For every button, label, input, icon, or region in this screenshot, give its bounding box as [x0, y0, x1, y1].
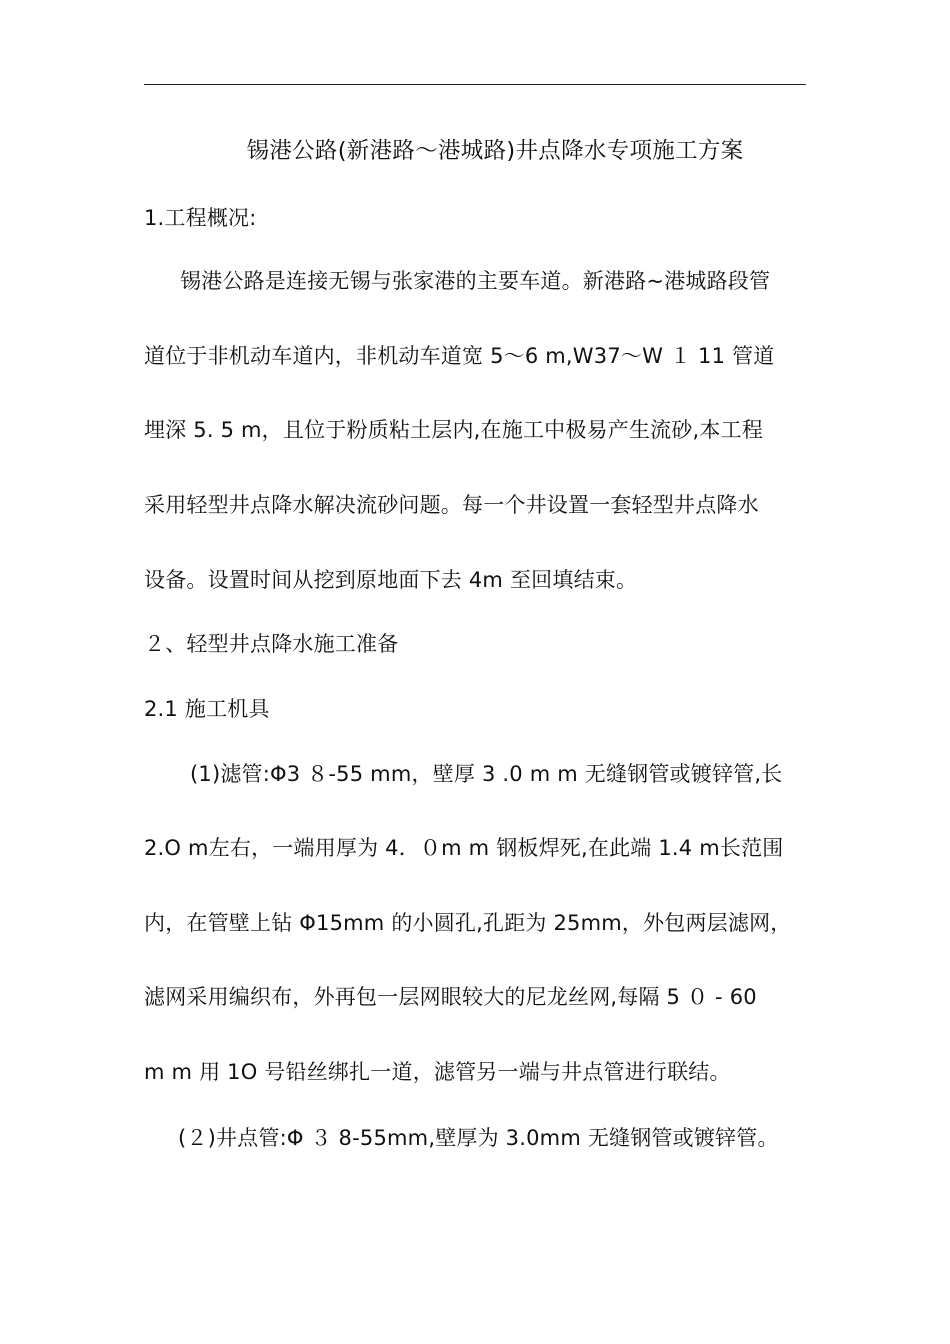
- paragraph-line: 道位于非机动车道内，非机动车道宽 5～6 m,W37～W １ 11 管道: [144, 344, 775, 368]
- header-rule: [144, 84, 806, 85]
- section-heading-1: 1.工程概况:: [144, 206, 257, 230]
- section-heading-2: ２、轻型井点降水施工准备: [144, 632, 399, 656]
- paragraph-line: (２)井点管:Φ ３ 8-55mm,壁厚为 3.0mm 无缝钢管或镀锌管。: [178, 1126, 779, 1150]
- paragraph-line: 内，在管壁上钻 Φ15mm 的小圆孔,孔距为 25mm，外包两层滤网，: [144, 911, 792, 935]
- paragraph-line: 设备。设置时间从挖到原地面下去 4m 至回填结束。: [144, 568, 638, 592]
- paragraph-line: 锡港公路是连接无锡与张家港的主要车道。新港路~港城路段管: [180, 269, 771, 293]
- paragraph-line: 滤网采用编织布，外再包一层网眼较大的尼龙丝网,每隔 5 ０ - 60: [144, 985, 757, 1009]
- subsection-heading: 2.1 施工机具: [144, 697, 270, 721]
- paragraph-line: 埋深 5. 5 m，且位于粉质粘土层内,在施工中极易产生流砂,本工程: [144, 418, 764, 442]
- paragraph-line: m m 用 1O 号铅丝绑扎一道，滤管另一端与井点管进行联结。: [144, 1060, 731, 1084]
- paragraph-line: (1)滤管:Φ3 ８-55 mm，壁厚 3 .0 m m 无缝钢管或镀锌管,长: [190, 762, 783, 786]
- paragraph-line: 2.O m左右，一端用厚为 4．０m m 钢板焊死,在此端 1.4 m长范围: [144, 836, 784, 860]
- paragraph-line: 采用轻型井点降水解决流砂问题。每一个井设置一套轻型井点降水: [144, 493, 759, 517]
- document-title: 锡港公路(新港路～港城路)井点降水专项施工方案: [246, 138, 744, 164]
